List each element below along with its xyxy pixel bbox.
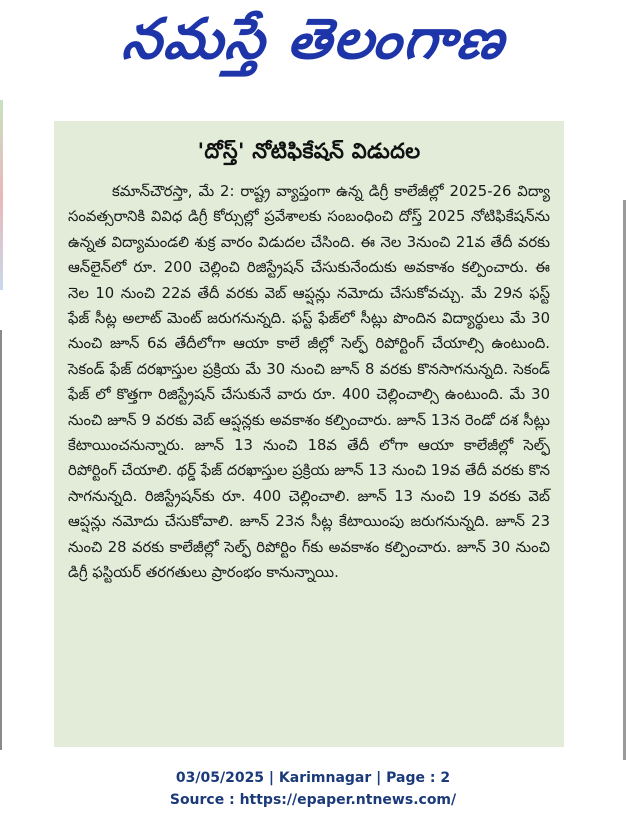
source-link[interactable]: Source : https://epaper.ntnews.com/ <box>169 792 457 808</box>
adjacent-column-edge-left <box>0 100 3 290</box>
article-clipping <box>54 121 564 747</box>
masthead <box>0 0 626 92</box>
edition-info: 03/05/2025 | Karimnagar | Page : 2 <box>175 770 451 786</box>
article-headline: 'దోస్త్' నోటిఫికేషన్ విడుదల <box>197 139 421 163</box>
newspaper-logo-title: నమస్తే తెలంగాణ <box>118 6 509 72</box>
adjacent-column-rule-left <box>0 330 2 750</box>
article-body: కమాన్‌చౌరస్తా, మే 2: రాష్ట్ర వ్యాప్తంగా ఉన్న డిగ్రీ కాలేజీల్లో 2025-26 విద్యా సంవత్సరానికి వివిధ డిగ్రీ కోర్సుల్లో ప్రవేశాలకు సంబంధించి దోస్త్ 2025 నోటిఫికేషన్‌ను ఉన్నత విద్యామండలి శుక్ర వారం విడుదల చేసింది. ఈ నెల 3నుంచి 21వ తేదీ వరకు ఆన్‌లైన్‌లో రూ. 200 చెల్లించి రిజిస్ట్రేషన్ చేసుకునేందుకు అవకాశం కల్పించారు. ఈ నెల 10 నుంచి 22వ తేదీ వరకు వెబ్ ఆప్షన్లు నమోదు చేసుకోవచ్చు. మే 29న ఫస్ట్ ఫేజ్ సీట్ల అలాట్ మెంట్ జరుగనున్నది. ఫస్ట్ ఫేజ్‌లో సీట్లు పొందిన విద్యార్థులు మే 30 నుంచి జూన్ 6వ తేదీలోగా ఆయా కాలే జీల్లో సెల్ఫ్ రిపోర్టింగ్ చేయాల్సి ఉంటుంది. సెకండ్ ఫేజ్ దరఖాస్తుల ప్రక్రియ మే 30 నుంచి జూన్ 8 వరకు కొనసాగనున్నది. సెకండ్ ఫేజ్ లో కొత్తగా రిజిస్ట్రేషన్ చేసుకునే వారు రూ. 400 చెల్లించాల్సి ఉంటుంది. మే 30 నుంచి జూన్ 9 వరకు వెబ్ ఆప్షన్లకు అవకాశం కల్పించారు. జూన్ 13న రెండో దశ సీట్లు కేటాయించనున్నారు. జూన్ 13 నుంచి 18వ తేదీ లోగా ఆయా కాలేజీల్లో సెల్ఫ్ రిపోర్టింగ్ చేయాలి. థర్డ్ ఫేజ్ దరఖాస్తుల ప్రక్రియ జూన్ 13 నుంచి 19వ తేదీ వరకు కొన సాగనున్నది. రిజిస్ట్రేషన్‌కు రూ. 400 చెల్లించాలి. జూన్ 13 నుంచి 19 వరకు వెబ్ ఆప్షన్లు నమోదు చేసుకోవాలి. జూన్ 23న సీట్ల కేటాయింపు జరుగనున్నది. జూన్ 23 నుంచి 28 వరకు కాలేజీల్లో సెల్ఫ్ రిపోర్టిం గ్‌కు అవకాశం కల్పించారు. జూన్ 30 నుంచి డిగ్రీ ఫస్టియర్ తరగతులు ప్రారంభం కానున్నాయి. <box>68 183 550 582</box>
